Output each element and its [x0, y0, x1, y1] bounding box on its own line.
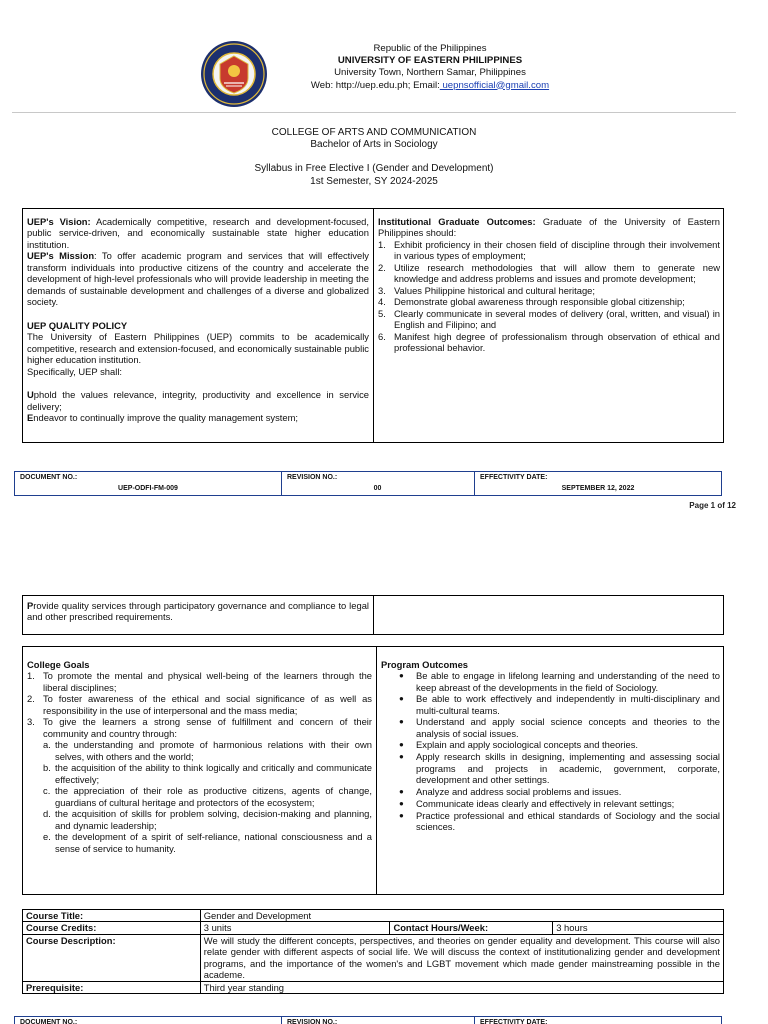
list-item: ● Practice professional and ethical standards of Sociology and the social sciences. — [399, 809, 720, 833]
list-item: 1. Exhibit proficiency in their chosen field of discipline through their involvement in various types of employment; — [378, 238, 720, 262]
program-outcomes-title: Program Outcomes — [381, 659, 469, 670]
document-no-label: DOCUMENT NO.: — [20, 474, 78, 481]
mission-paragraph: UEP's Mission: To offer academic program and services that will effectively transform individuals into productive citizens of the country and accelerate the development of high-level professionals who will provide leadership in meeting the demands of sustainable development and challenges of a diverse and globalized society. — [27, 250, 369, 308]
endeavor-line: Endeavor to continually improve the quality management system; — [27, 412, 298, 424]
revision-no-label: REVISION NO.: — [287, 1019, 338, 1024]
list-item: e. the development of a spirit of self-reliance, national consciousness and a sense of service to humanity. — [43, 831, 372, 854]
course-description-label: Course Description: — [23, 934, 201, 981]
document-no-value: UEP-ODFI-FM-009 — [118, 485, 178, 492]
page-number: Page 1 of 12 — [689, 501, 736, 510]
course-title-label: Course Title: — [23, 910, 201, 922]
quality-policy-title: UEP QUALITY POLICY — [27, 319, 128, 331]
college-name: COLLEGE OF ARTS AND COMMUNICATION — [271, 127, 477, 138]
list-item: ● Communicate ideas clearly and effectively in relevant settings; — [399, 797, 675, 809]
list-item: a. the understanding and promote of harmonious relations with their own selves, with others and the world; — [43, 739, 372, 762]
table-row — [23, 934, 724, 981]
specifically-line: Specifically, UEP shall: — [27, 365, 123, 377]
university-name: UNIVERSITY OF EASTERN PHILIPPINES — [337, 55, 523, 67]
vision-paragraph: UEP's Vision: Academically competitive, research and development-focused, public service-driven, and economically sustainable state higher education institution. — [27, 216, 369, 250]
course-credits-value: 3 units — [200, 922, 390, 934]
email-link[interactable]: uepnsofficial@gmail.com — [439, 79, 550, 91]
syllabus-title: Syllabus in Free Elective I (Gender and Development) — [254, 163, 494, 175]
document-no-label: DOCUMENT NO.: — [20, 1019, 78, 1024]
program-name: Bachelor of Arts in Sociology — [310, 139, 438, 151]
list-item: 1. To promote the mental and physical well-being of the learners through the liberal disciplines; — [27, 670, 372, 693]
list-item: 2. To foster awareness of the ethical and social significance of as well as responsibility in the use of interpersonal and the mass media; — [27, 693, 372, 716]
contact-hours-value: 3 hours — [553, 922, 724, 934]
provide-services-cell: Provide quality services through participatory governance and compliance to legal and other prescribed requirements. — [27, 600, 369, 623]
list-item: 5. Clearly communicate in several modes of delivery (oral, written, and visual) in English and Filipino; and — [378, 307, 720, 331]
igo-intro: Institutional Graduate Outcomes: Graduate of the University of Eastern Philippines should: — [378, 216, 720, 239]
table-row — [23, 910, 724, 922]
course-title-value: Gender and Development — [200, 910, 723, 922]
course-description-value: We will study the different concepts, perspectives, and theories on gender equality and development. This course will also relate gender with different aspects of social life. We will discuss the context of institutionalizing gender and development programs, and the importance of the women's and LGBT movement which made gender mainstreaming possible in the academe. — [200, 934, 723, 981]
list-item: b. the acquisition of the ability to think logically and critically and communicate effectively; — [43, 762, 372, 785]
effectivity-date-value: SEPTEMBER 12, 2022 — [561, 485, 635, 492]
list-item: ● Be able to engage in lifelong learning and understanding of the need to keep abreast of the developments in the field of Sociology. — [399, 670, 720, 693]
effectivity-date-label: EFFECTIVITY DATE: — [480, 1019, 548, 1024]
goals-outcomes-box — [22, 646, 724, 895]
list-item: 4. Demonstrate global awareness through responsible global citizenship; — [378, 296, 685, 308]
prerequisite-label: Prerequisite: — [23, 981, 201, 993]
document-control-footer — [14, 471, 722, 496]
graduate-outcomes-cell — [374, 213, 724, 357]
list-item: 3. To give the learners a strong sense of fulfillment and concern of their community and country through: — [27, 716, 372, 739]
list-item: 6. Manifest high degree of professionalism through observation of ethical and professional behavior. — [378, 330, 720, 354]
provide-services-box — [22, 595, 724, 635]
course-credits-label: Course Credits: — [23, 922, 201, 934]
syllabus-titles — [100, 127, 648, 188]
university-address: University Town, Northern Samar, Philippines — [334, 67, 526, 79]
uphold-line: Uphold the values relevance, integrity, productivity and excellence in service delivery; — [27, 389, 369, 412]
table-row — [23, 922, 724, 934]
prerequisite-value: Third year standing — [200, 981, 723, 993]
list-item: ● Analyze and address social problems and issues. — [399, 785, 622, 797]
table-row — [23, 981, 724, 993]
revision-no-label: REVISION NO.: — [287, 474, 338, 481]
list-item: 2. Utilize research methodologies that will allow them to generate new knowledge and address problems and issues and promote development; — [378, 261, 720, 285]
effectivity-date-label: EFFECTIVITY DATE: — [480, 474, 548, 481]
document-control-footer — [14, 1016, 722, 1024]
college-goals-title: College Goals — [27, 659, 90, 670]
college-goals-cell — [23, 656, 376, 857]
vision-mission-cell — [23, 213, 373, 427]
web-text: Web: http://uep.edu.ph; Email: — [310, 79, 440, 91]
course-info-table — [22, 909, 724, 994]
quality-policy-text: The University of Eastern Philippines (UEP) commits to be academically competitive, research and extension-focused, and economically sustainable public higher education institution. — [27, 331, 369, 366]
list-item: ● Apply research skills in designing, implementing and assessing social programs and projects in academic, government, corporate, development and other settings. — [399, 751, 720, 786]
program-outcomes-cell — [377, 656, 724, 836]
list-item: ● Explain and apply sociological concepts and theories. — [399, 739, 639, 751]
list-item: 3. Values Philippine historical and cultural heritage; — [378, 284, 595, 296]
semester-line: 1st Semester, SY 2024-2025 — [310, 175, 438, 187]
university-header — [230, 43, 630, 92]
republic-line: Republic of the Philippines — [373, 43, 487, 54]
list-item: d. the acquisition of skills for problem solving, decision-making and planning, and dynamic leadership; — [43, 808, 372, 831]
list-item: ● Be able to work effectively and independently in multi-disciplinary and multi-cultural teams. — [399, 693, 720, 716]
revision-no-value: 00 — [373, 485, 382, 492]
list-item: ● Understand and apply social science concepts and theories to the analysis of social issues. — [399, 716, 720, 739]
contact-line — [230, 80, 630, 92]
vision-mission-box — [22, 208, 724, 443]
list-item: c. the appreciation of their role as productive citizens, agents of change, guardians of cultural heritage and protectors of the ecosystem; — [43, 785, 372, 808]
contact-hours-label: Contact Hours/Week: — [390, 922, 553, 934]
header-divider — [12, 112, 736, 113]
